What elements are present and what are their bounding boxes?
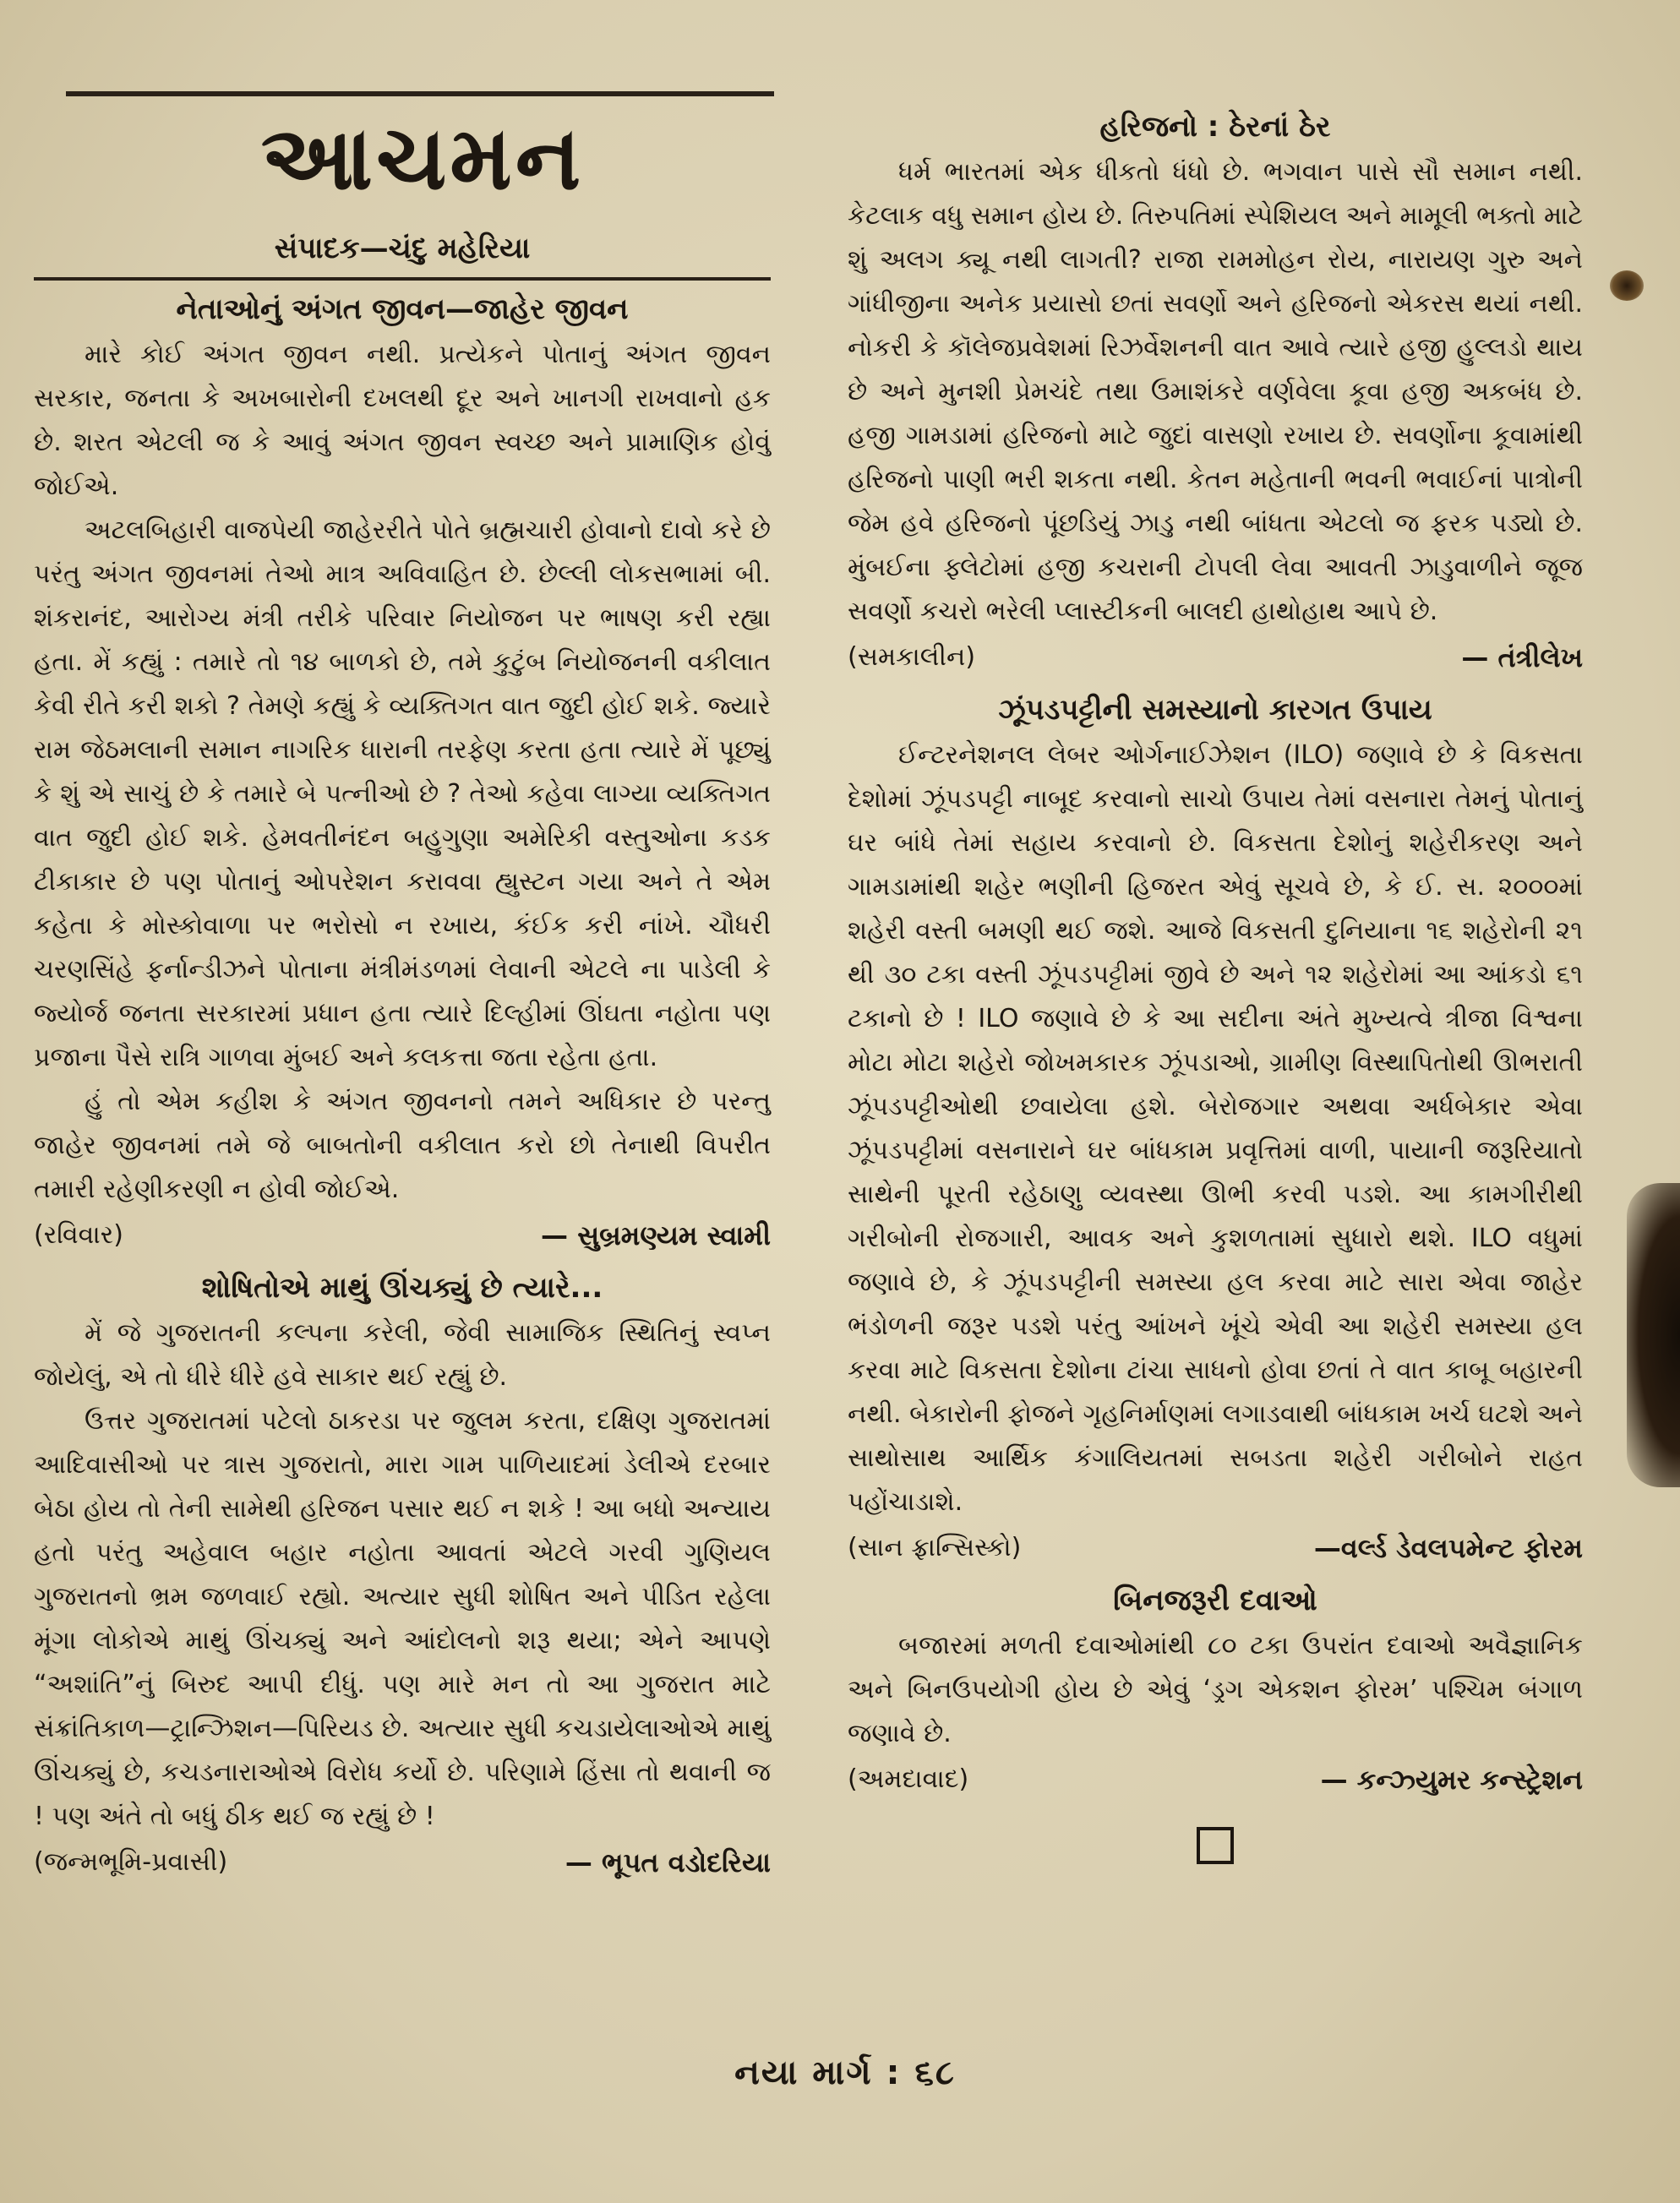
article-author: — ભૂપત વડોદરિયા — [565, 1846, 771, 1879]
left-column — [34, 226, 771, 1893]
article-paragraph: ઉત્તર ગુજરાતમાં પટેલો ઠાકરડા પર જુલમ કરતા, દક્ષિણ ગુજરાતમાં આદિવાસીઓ પર ત્રાસ ગુજરાતો, મારા ગામ પાળિયાદમાં ડેલીએ દરબાર બેઠા હોય તો તેની સામેથી હરિજન પસાર થઈ ન શકે ! આ બધો અન્યાય હતો પરંતુ અહેવાલ બહાર નહોતા આવતાં એટલે ગરવી ગુણિયલ ગુજરાતનો ભ્રમ જળવાઈ રહ્યો. અત્યાર સુધી શોષિત અને પીડિત રહેલા મૂંગા લોકોએ માથું ઊંચક્યું અને આંદોલનો શરૂ થયા; એને આપણે “અશાંતિ”નું બિરુદ આપી દીધું. પણ મારે મન તો આ ગુજરાત માટે સંક્રાંતિકાળ—ટ્રાન્ઝિશન—પિરિયડ છે. અત્યાર સુધી કચડાયેલાઓએ માથું ઊંચક્યું છે, કચડનારાઓએ વિરોધ કર્યો છે. પરિણામે હિંસા તો થવાની જ ! પણ અંતે તો બધું ઠીક થઈ જ રહ્યું છે ! — [34, 1406, 771, 1831]
article-paragraph: ધર્મ ભારતમાં એક ધીકતો ધંધો છે. ભગવાન પાસે સૌ સમાન નથી. કેટલાક વધુ સમાન હોય છે. તિરુપતિમાં સ્પેશિયલ અને મામૂલી ભક્તો માટે શું અલગ ક્યૂ નથી લાગતી? રાજા રામમોહન રોય, નારાયણ ગુરુ અને ગાંધીજીના અનેક પ્રયાસો છતાં સવર્ણો અને હરિજનો એકરસ થયાં નથી. નોકરી કે કૉલેજપ્રવેશમાં રિઝર્વેશનની વાત આવે ત્યારે હજી હુલ્લડો થાય છે અને મુનશી પ્રેમચંદે તથા ઉમાશંકરે વર્ણવેલા કૂવા હજી અકબંધ છે. હજી ગામડામાં હરિજનો માટે જુદાં વાસણો રખાય છે. સવર્ણોના કૂવામાંથી હરિજનો પાણી ભરી શકતા નથી. કેતન મહેતાની ભવની ભવાઈનાં પાત્રોની જેમ હવે હરિજનો પૂંછડિયું ઝાડુ નથી બાંધતા એટલો જ ફરક પડ્યો છે. મુંબઈના ફ્લેટોમાં હજી કચરાની ટોપલી લેવા આવતી ઝાડુવાળીને જૂજ સવર્ણો કચરો ભરેલી પ્લાસ્ટીકની બાલદી હાથોહાથ આપે છે. — [848, 157, 1583, 626]
article-credit — [848, 1758, 1583, 1802]
article-credit — [848, 1526, 1583, 1570]
article-paragraph: ઈન્ટરનેશનલ લેબર ઓર્ગનાઈઝેશન (ILO) જણાવે છે કે વિકસતા દેશોમાં ઝૂંપડપટ્ટી નાબૂદ કરવાનો સાચો ઉપાય તેમાં વસનારા તેમનું પોતાનું ઘર બાંધે તેમાં સહાય કરવાનો છે. વિકસતા દેશોનું શહેરીકરણ અને ગામડામાંથી શહેર ભણીની હિજરત એવું સૂચવે છે, કે ઈ. સ. ૨૦૦૦માં શહેરી વસ્તી બમણી થઈ જશે. આજે વિકસતી દુનિયાના ૧૬ શહેરોની ૨૧ થી ૩૦ ટકા વસ્તી ઝૂંપડપટ્ટીમાં જીવે છે અને ૧૨ શહેરોમાં આ આંકડો ૬૧ ટકાનો છે ! ILO જણાવે છે કે આ સદીના અંતે મુખ્યત્વે ત્રીજા વિશ્વના મોટા મોટા શહેરો જોખમકારક ઝૂંપડાઓ, ગ્રામીણ વિસ્થાપિતોથી ઊભરાતી ઝૂંપડપટ્ટીઓથી છવાયેલા હશે. બેરોજગાર અથવા અર્ધબેકાર એવા ઝૂંપડપટ્ટીમાં વસનારાને ઘર બાંધકામ પ્રવૃત્તિમાં વાળી, પાયાની જરૂરિયાતો સાથેની પૂરતી રહેઠાણુ વ્યવસ્થા ઊભી કરવી પડશે. આ કામગીરીથી ગરીબોની રોજગારી, આવક અને કુશળતામાં સુધારો થશે. ILO વધુમાં જણાવે છે, કે ઝૂંપડપટ્ટીની સમસ્યા હલ કરવા માટે સારા એવા જાહેર ભંડોળની જરૂર પડશે પરંતુ આંખને ખૂંચે એવી આ શહેરી સમસ્યા હલ કરવા માટે વિકસતા દેશોના ટાંચા સાધનો હોવા છતાં તે વાત કાબૂ બહારની નથી. બેકારોની ફોજને ગૃહનિર્માણમાં લગાડવાથી બાંધકામ ખર્ચ ઘટશે અને સાથોસાથ આર્થિક કંગાલિયતમાં સબડતા શહેરી ગરીબોને રાહત પહોંચાડાશે. — [848, 740, 1583, 1517]
paper-burn-damage — [1627, 1183, 1680, 1487]
article-paragraph: બજારમાં મળતી દવાઓમાંથી ૮૦ ટકા ઉપરાંત દવાઓ અવૈજ્ઞાનિક અને બિનઉપયોગી હોય છે એવું ‘ડ્રગ એકશન ફોરમ’ પશ્ચિમ બંગાળ જણાવે છે. — [848, 1631, 1583, 1748]
right-column — [848, 100, 1583, 1864]
article-heading: બિનજરૂરી દવાઓ — [1113, 1584, 1317, 1617]
article-credit — [34, 1840, 771, 1884]
article-author: — કન્ઝ્યુમર કન્સ્ટ્રેશન — [1320, 1764, 1583, 1796]
article-credit — [34, 1213, 771, 1257]
article-source: (અમદાવાદ) — [848, 1764, 969, 1794]
end-of-section-square — [1197, 1827, 1234, 1864]
paper-tear-mark — [1610, 270, 1644, 301]
article-heading: શોષિતોએ માથું ઊંચક્યું છે ત્યારે... — [201, 1271, 603, 1305]
article-leaders-private-life — [34, 287, 771, 1257]
article-author: — તંત્રીલેખ — [1461, 641, 1583, 673]
article-heading: નેતાઓનું અંગત જીવન—જાહેર જીવન — [176, 292, 629, 326]
article-source: (રવિવાર) — [34, 1220, 123, 1250]
article-heading: હરિજનો : ઠેરનાં ઠેર — [1099, 110, 1331, 144]
editor-rule — [34, 277, 771, 281]
page-footer: નયા માર્ગ : ૬૮ — [734, 2053, 956, 2092]
article-heading: ઝૂંપડપટ્ટીની સમસ્યાનો કારગત ઉપાય — [998, 693, 1432, 727]
article-unnecessary-drugs — [848, 1579, 1583, 1802]
article-harijans — [848, 105, 1583, 679]
article-source: (સમકાલીન) — [848, 642, 976, 672]
article-paragraph: મારે કોઈ અંગત જીવન નથી. પ્રત્યેકને પોતાનું અંગત જીવન સરકાર, જનતા કે અખબારોની દખલથી દૂર અને ખાનગી રાખવાનો હક છે. શરત એટલી જ કે આવું અંગત જીવન સ્વચ્છ અને પ્રામાણિક હોવું જોઈએ. — [34, 340, 771, 501]
masthead-title: આચમન — [260, 106, 585, 210]
article-oppressed-rise — [34, 1266, 771, 1884]
article-paragraph: હું તો એમ કહીશ કે અંગત જીવનનો તમને અધિકાર છે પરન્તુ જાહેર જીવનમાં તમે જે બાબતોની વકીલાત કરો છો તેનાથી વિપરીત તમારી રહેણીકરણી ન હોવી જોઈએ. — [34, 1087, 771, 1204]
top-rule — [66, 91, 774, 96]
article-paragraph: મેં જે ગુજરાતની કલ્પના કરેલી, જેવી સામાજિક સ્થિતિનું સ્વપ્ન જોયેલું, એ તો ધીરે ધીરે હવે સાકાર થઈ રહ્યું છે. — [34, 1318, 771, 1392]
editor-line: સંપાદક—ચંદુ મહેરિયા — [274, 232, 531, 265]
article-credit — [848, 635, 1583, 679]
article-paragraph: અટલબિહારી વાજપેયી જાહેરરીતે પોતે બ્રહ્મચારી હોવાનો દાવો કરે છે પરંતુ અંગત જીવનમાં તેઓ માત્ર અવિવાહિત છે. છેલ્લી લોકસભામાં બી. શંકરાનંદ, આરોગ્ય મંત્રી તરીકે પરિવાર નિયોજન પર ભાષણ કરી રહ્યા હતા. મેં કહ્યું : તમારે તો ૧૪ બાળકો છે, તમે કુટુંબ નિયોજનની વકીલાત કેવી રીતે કરી શકો ? તેમણે કહ્યું કે વ્યક્તિગત વાત જુદી હોઈ શકે. જ્યારે રામ જેઠમલાની સમાન નાગરિક ધારાની તરફેણ કરતા હતા ત્યારે મેં પૂછ્યું કે શું એ સાચું છે કે તમારે બે પત્નીઓ છે ? તેઓ કહેવા લાગ્યા વ્યક્તિગત વાત જુદી હોઈ શકે. હેમવતીનંદન બહુગુણા અમેરિકી વસ્તુઓના કડક ટીકાકાર છે પણ પોતાનું ઓપરેશન કરાવવા હ્યુસ્ટન ગયા અને તે એમ કહેતા કે મોસ્કોવાળા પર ભરોસો ન રખાય, કંઈક કરી નાંખે. ચૌધરી ચરણસિંહે ફર્નાન્ડીઝને પોતાના મંત્રીમંડળમાં લેવાની એટલે ના પાડેલી કે જ્યોર્જ જનતા સરકારમાં પ્રધાન હતા ત્યારે દિલ્હીમાં ઊંઘતા નહોતા પણ પ્રજાના પૈસે રાત્રિ ગાળવા મુંબઈ અને કલકત્તા જતા રહેતા હતા. — [34, 515, 771, 1072]
article-source: (સાન ફ્રાન્સિસ્કો) — [848, 1533, 1022, 1562]
article-source: (જન્મભૂમિ-પ્રવાસી) — [34, 1847, 228, 1877]
article-author: —વર્લ્ડ ડેવલપમેન્ટ ફોરમ — [1313, 1532, 1583, 1564]
article-slums — [848, 688, 1583, 1570]
article-author: — સુબ્રમણ્યમ સ્વામી — [541, 1219, 771, 1251]
